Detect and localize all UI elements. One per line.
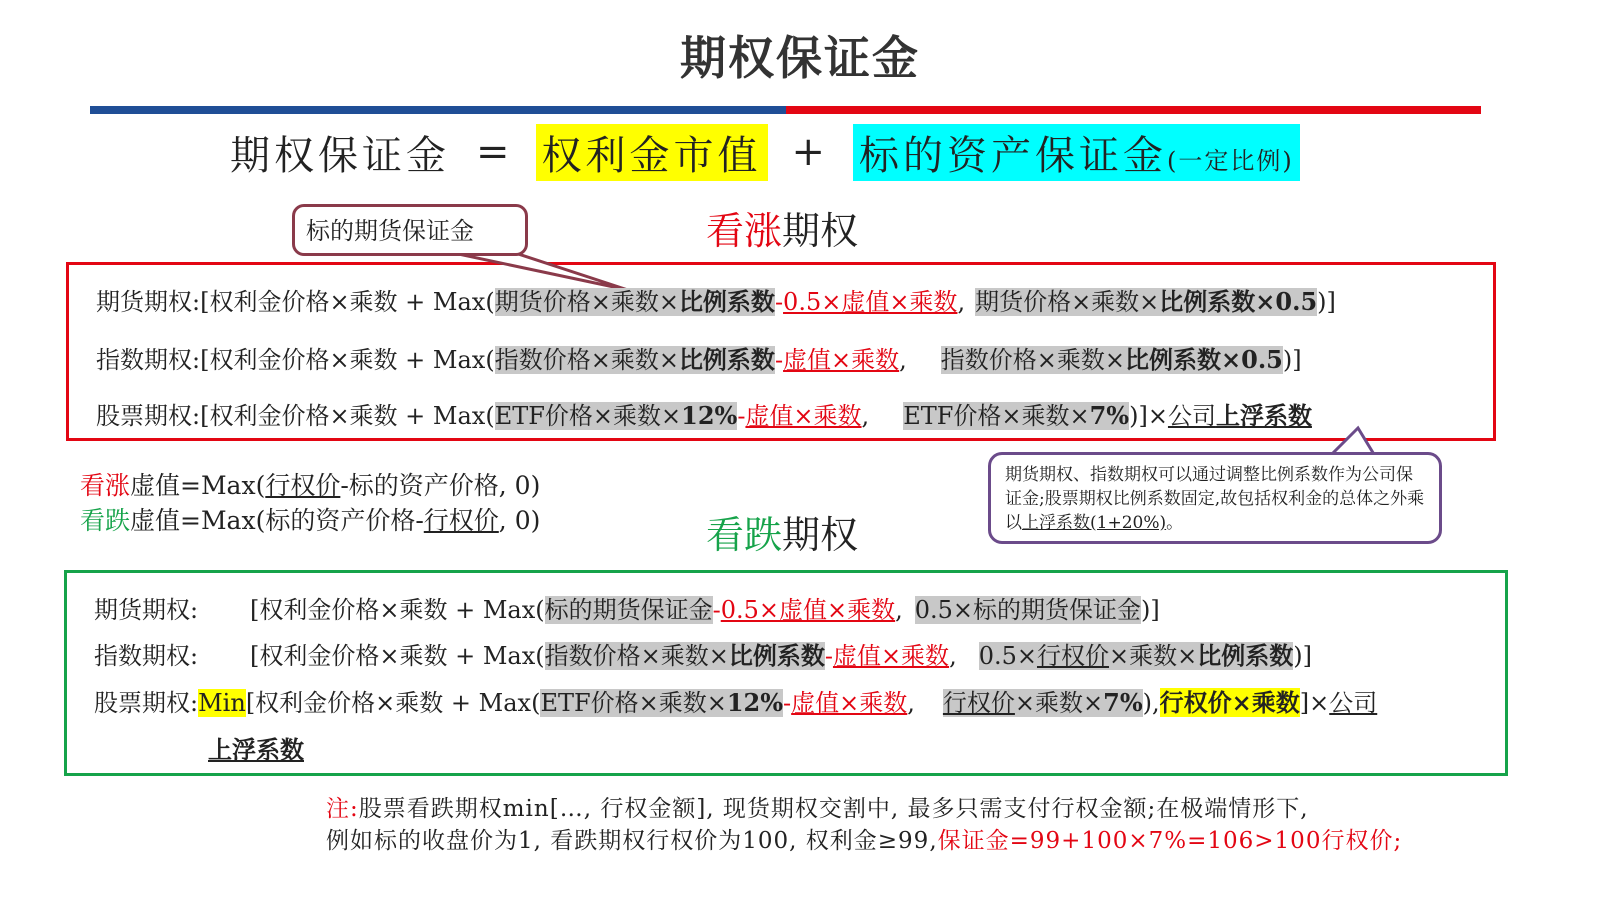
callout-adjustment-note: 期货期权、指数期权可以通过调整比例系数作为公司保证金;股票期权比例系数固定,故包括权利金的总体之外乘以上浮系数(1+20%)。 [988, 452, 1442, 544]
formula-ratio-note: (一定比例) [1167, 146, 1294, 175]
put-stock-row: 股票期权:Min[权利金价格×乘数 + Max(ETF价格×乘数×12%-虚值×乘数, 行权价×乘数×7%),行权价×乘数]×公司 [94, 688, 1378, 717]
formula-equals: = [476, 129, 514, 175]
call-index-row: 指数期权:[权利金价格×乘数 + Max(指数价格×乘数×比例系数-虚值×乘数, 指数价格×乘数×比例系数×0.5)] [96, 345, 1302, 374]
formula-lhs: 期权保证金 [230, 132, 450, 179]
put-index-row: 指数期权: [权利金价格×乘数 + Max(指数价格×乘数×比例系数-虚值×乘数, 0.5×行权价×乘数×比例系数)] [94, 641, 1312, 670]
formula-premium-value: 权利金市值 [536, 124, 768, 181]
bottom-note-line1: 注:股票看跌期权min[…, 行权金额], 现货期权交割中, 最多只需支付行权金额;在极端情形下, [326, 796, 1309, 822]
call-stock-row: 股票期权:[权利金价格×乘数 + Max(ETF价格×乘数×12%-虚值×乘数, ETF价格×乘数×7%)]×公司上浮系数 [96, 401, 1312, 430]
call-futures-row: 期货期权:[权利金价格×乘数 + Max(期货价格×乘数×比例系数-0.5×虚值×乘数, 期货价格×乘数×比例系数×0.5)] [96, 287, 1336, 316]
put-futures-row: 期货期权: [权利金价格×乘数 + Max(标的期货保证金-0.5×虚值×乘数, 0.5×标的期货保证金)] [94, 596, 1160, 624]
bottom-note-line2: 例如标的收盘价为1, 看跌期权行权价为100, 权利金≥99,保证金=99+100×7%=106>100行权价; [326, 828, 1403, 854]
put-otm-definition: 看跌虚值=Max(标的资产价格-行权价, 0) [80, 506, 541, 535]
call-section-title: 看涨期权 [706, 209, 859, 253]
callout-top-text: 标的期货保证金 [306, 217, 474, 245]
page-title: 期权保证金 [680, 31, 920, 85]
call-otm-definition: 看涨虚值=Max(行权价-标的资产价格, 0) [80, 471, 541, 500]
formula-underlying-margin: 标的资产保证金(一定比例) [853, 124, 1300, 181]
formula-plus: + [791, 129, 830, 175]
put-section-title: 看跌期权 [706, 513, 859, 557]
put-stock-row-tail: 上浮系数 [208, 735, 304, 764]
